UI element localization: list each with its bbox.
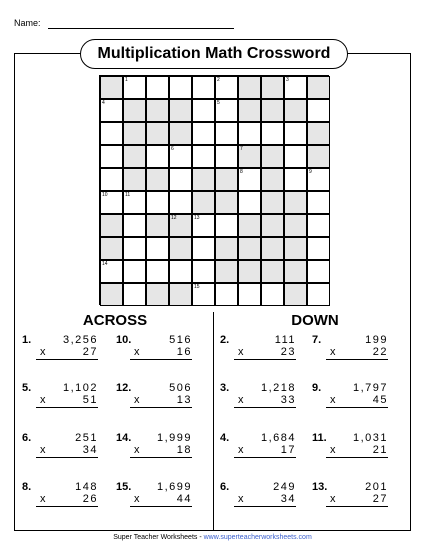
grid-cell: [169, 237, 192, 260]
grid-cell: [215, 260, 238, 283]
grid-cell[interactable]: [307, 260, 330, 283]
clue-number: 8: [240, 169, 243, 175]
grid-cell: [123, 122, 146, 145]
grid-cell: [238, 145, 261, 168]
multiplier-row: [234, 493, 296, 507]
grid-cell: [238, 76, 261, 99]
grid-cell: [146, 99, 169, 122]
clue-number: 11: [125, 192, 131, 198]
problem-down-right: [312, 481, 392, 511]
grid-cell: [261, 76, 284, 99]
grid-cell[interactable]: [192, 99, 215, 122]
problem-down-right: [312, 334, 392, 364]
name-line[interactable]: [48, 28, 234, 29]
times-symbol: x: [40, 444, 46, 456]
footer-url[interactable]: www.superteacherworksheets.com: [203, 534, 312, 541]
problem-down-right: [312, 382, 392, 412]
multiplicand: 1,999: [156, 432, 192, 444]
problem-down-left: [220, 432, 300, 462]
multiplier-row: [234, 346, 296, 360]
problem-across-right: [116, 432, 196, 462]
problem-number: 6.: [22, 432, 32, 444]
grid-cell[interactable]: [100, 145, 123, 168]
grid-cell: [238, 237, 261, 260]
clue-number: 7: [240, 146, 243, 152]
multiplier-row: [326, 493, 388, 507]
times-symbol: x: [238, 444, 244, 456]
grid-cell[interactable]: [284, 122, 307, 145]
multiplicand: 201: [365, 481, 388, 493]
grid-cell: [192, 191, 215, 214]
grid-cell[interactable]: [192, 145, 215, 168]
problem-number: 10.: [116, 334, 132, 346]
grid-cell[interactable]: [215, 283, 238, 306]
clue-number: 2: [217, 77, 220, 83]
multiplier: 27: [372, 493, 388, 505]
multiplier-row: [130, 346, 192, 360]
multiplicand: 506: [169, 382, 192, 394]
multiplicand: 1,031: [352, 432, 388, 444]
problem-number: 2.: [220, 334, 230, 346]
multiplier: 16: [176, 346, 192, 358]
grid-cell: [307, 145, 330, 168]
grid-cell[interactable]: [215, 145, 238, 168]
multiplier-row: [130, 394, 192, 408]
grid-cell[interactable]: [123, 76, 146, 99]
multiplier-row: [36, 444, 98, 458]
grid-cell: [123, 99, 146, 122]
problem-number: 7.: [312, 334, 322, 346]
grid-cell[interactable]: [261, 122, 284, 145]
multiplier-row: [326, 346, 388, 360]
grid-cell[interactable]: [169, 260, 192, 283]
multiplier: 27: [82, 346, 98, 358]
problem-number: 1.: [22, 334, 32, 346]
grid-cell[interactable]: [123, 237, 146, 260]
multiplier-row: [326, 444, 388, 458]
grid-cell[interactable]: [100, 99, 123, 122]
grid-cell[interactable]: [307, 283, 330, 306]
multiplier-row: [234, 444, 296, 458]
grid-cell[interactable]: [238, 122, 261, 145]
grid-cell[interactable]: [169, 145, 192, 168]
grid-cell[interactable]: [307, 191, 330, 214]
grid-cell: [307, 122, 330, 145]
grid-cell[interactable]: [169, 168, 192, 191]
problem-down-left: [220, 382, 300, 412]
multiplicand: 1,699: [156, 481, 192, 493]
multiplicand: 3,256: [62, 334, 98, 346]
clue-number: 4: [102, 100, 105, 106]
multiplier: 26: [82, 493, 98, 505]
grid-cell: [261, 99, 284, 122]
times-symbol: x: [238, 493, 244, 505]
times-symbol: x: [40, 493, 46, 505]
multiplicand: 249: [273, 481, 296, 493]
times-symbol: x: [238, 394, 244, 406]
problem-number: 6.: [220, 481, 230, 493]
multiplier-row: [36, 346, 98, 360]
grid-cell[interactable]: [238, 168, 261, 191]
grid-cell[interactable]: [215, 214, 238, 237]
grid-cell[interactable]: [215, 76, 238, 99]
times-symbol: x: [134, 493, 140, 505]
grid-cell[interactable]: [146, 237, 169, 260]
grid-cell: [169, 122, 192, 145]
problem-number: 15.: [116, 481, 132, 493]
grid-cell: [215, 168, 238, 191]
grid-cell[interactable]: [284, 76, 307, 99]
grid-cell: [169, 283, 192, 306]
grid-cell: [284, 191, 307, 214]
grid-cell: [261, 260, 284, 283]
footer-text: Super Teacher Worksheets -: [113, 534, 204, 541]
grid-cell: [100, 214, 123, 237]
multiplier: 51: [82, 394, 98, 406]
problem-across-left: [22, 382, 102, 412]
problem-across-right: [116, 382, 196, 412]
clue-number: 3: [286, 77, 289, 83]
grid-cell[interactable]: [123, 283, 146, 306]
multiplier-row: [36, 394, 98, 408]
grid-cell: [307, 76, 330, 99]
problem-across-right: [116, 334, 196, 364]
problem-number: 3.: [220, 382, 230, 394]
problem-down-left: [220, 481, 300, 511]
grid-cell[interactable]: [100, 122, 123, 145]
clue-number: 9: [309, 169, 312, 175]
multiplier: 23: [280, 346, 296, 358]
grid-cell: [215, 237, 238, 260]
clue-number: 15: [194, 284, 200, 290]
multiplicand: 111: [274, 334, 296, 346]
times-symbol: x: [134, 346, 140, 358]
grid-cell[interactable]: [146, 191, 169, 214]
grid-cell[interactable]: [284, 168, 307, 191]
grid-cell[interactable]: [307, 214, 330, 237]
multiplier: 21: [372, 444, 388, 456]
grid-cell[interactable]: [123, 191, 146, 214]
problem-number: 11.: [312, 432, 327, 444]
grid-cell[interactable]: [100, 168, 123, 191]
grid-cell: [169, 214, 192, 237]
multiplicand: 1,218: [260, 382, 296, 394]
grid-cell[interactable]: [192, 283, 215, 306]
times-symbol: x: [40, 394, 46, 406]
grid-cell[interactable]: [238, 191, 261, 214]
multiplier: 13: [176, 394, 192, 406]
grid-cell: [238, 260, 261, 283]
clue-number: 14: [102, 261, 108, 267]
grid-cell: [261, 191, 284, 214]
grid-cell[interactable]: [100, 260, 123, 283]
grid-cell: [146, 168, 169, 191]
grid-cell: [284, 283, 307, 306]
multiplier: 17: [280, 444, 296, 456]
problem-number: 5.: [22, 382, 32, 394]
grid-cell: [284, 260, 307, 283]
grid-cell[interactable]: [146, 76, 169, 99]
times-symbol: x: [330, 444, 336, 456]
grid-cell: [100, 283, 123, 306]
grid-cell[interactable]: [192, 260, 215, 283]
problem-number: 8.: [22, 481, 32, 493]
grid-cell[interactable]: [192, 76, 215, 99]
page-title: Multiplication Math Crossword: [80, 39, 348, 69]
problem-across-left: [22, 334, 102, 364]
multiplicand: 1,102: [62, 382, 98, 394]
multiplier-row: [234, 394, 296, 408]
problem-down-left: [220, 334, 300, 364]
multiplier: 18: [176, 444, 192, 456]
clue-number: 10: [102, 192, 108, 198]
times-symbol: x: [330, 394, 336, 406]
grid-cell: [215, 191, 238, 214]
grid-cell[interactable]: [146, 260, 169, 283]
problem-down-right: [312, 432, 392, 462]
clue-number: 6: [171, 146, 174, 152]
multiplier-row: [36, 493, 98, 507]
grid-cell[interactable]: [123, 260, 146, 283]
grid-cell[interactable]: [169, 76, 192, 99]
grid-cell[interactable]: [307, 237, 330, 260]
grid-cell[interactable]: [215, 122, 238, 145]
name-label: Name:: [14, 18, 41, 28]
multiplier: 44: [176, 493, 192, 505]
problem-number: 12.: [116, 382, 132, 394]
multiplicand: 199: [365, 334, 388, 346]
grid-cell: [100, 76, 123, 99]
multiplicand: 516: [169, 334, 192, 346]
problem-number: 9.: [312, 382, 322, 394]
grid-cell[interactable]: [192, 214, 215, 237]
multiplier-row: [326, 394, 388, 408]
footer: [0, 534, 425, 541]
grid-cell[interactable]: [169, 191, 192, 214]
crossword-grid: [99, 75, 329, 305]
multiplier: 22: [372, 346, 388, 358]
clue-number: 5: [217, 100, 220, 106]
multiplier: 33: [280, 394, 296, 406]
multiplier-row: [130, 444, 192, 458]
multiplicand: 1,797: [352, 382, 388, 394]
problem-number: 14.: [116, 432, 132, 444]
times-symbol: x: [134, 444, 140, 456]
multiplicand: 148: [75, 481, 98, 493]
grid-cell[interactable]: [215, 99, 238, 122]
multiplier-row: [130, 493, 192, 507]
grid-cell[interactable]: [284, 145, 307, 168]
grid-cell: [284, 237, 307, 260]
grid-cell: [146, 283, 169, 306]
times-symbol: x: [238, 346, 244, 358]
problem-across-left: [22, 432, 102, 462]
multiplicand: 1,684: [260, 432, 296, 444]
times-symbol: x: [330, 346, 336, 358]
grid-cell[interactable]: [238, 283, 261, 306]
grid-cell: [123, 168, 146, 191]
grid-cell: [100, 237, 123, 260]
across-heading: ACROSS: [82, 312, 148, 329]
grid-cell[interactable]: [261, 283, 284, 306]
problem-across-right: [116, 481, 196, 511]
grid-cell: [261, 237, 284, 260]
grid-cell: [146, 122, 169, 145]
grid-cell: [238, 214, 261, 237]
clue-number: 1: [125, 77, 128, 83]
multiplier: 34: [280, 493, 296, 505]
grid-cell: [261, 168, 284, 191]
problem-number: 13.: [312, 481, 328, 493]
grid-cell: [238, 99, 261, 122]
grid-cell[interactable]: [307, 168, 330, 191]
grid-cell: [146, 214, 169, 237]
grid-cell[interactable]: [307, 99, 330, 122]
times-symbol: x: [330, 493, 336, 505]
grid-cell: [123, 145, 146, 168]
times-symbol: x: [134, 394, 140, 406]
grid-cell: [261, 145, 284, 168]
problem-number: 4.: [220, 432, 230, 444]
multiplier: 45: [372, 394, 388, 406]
grid-cell[interactable]: [146, 145, 169, 168]
grid-cell: [261, 214, 284, 237]
multiplicand: 251: [75, 432, 98, 444]
grid-cell[interactable]: [123, 214, 146, 237]
clue-number: 12: [171, 215, 177, 221]
problem-across-left: [22, 481, 102, 511]
grid-cell: [192, 168, 215, 191]
grid-cell: [284, 99, 307, 122]
multiplier: 34: [82, 444, 98, 456]
times-symbol: x: [40, 346, 46, 358]
down-heading: DOWN: [291, 312, 339, 329]
grid-cell[interactable]: [192, 237, 215, 260]
grid-cell[interactable]: [100, 191, 123, 214]
grid-cell[interactable]: [192, 122, 215, 145]
grid-cell: [169, 99, 192, 122]
clue-number: 13: [194, 215, 200, 221]
column-divider: [213, 312, 214, 530]
grid-cell: [284, 214, 307, 237]
